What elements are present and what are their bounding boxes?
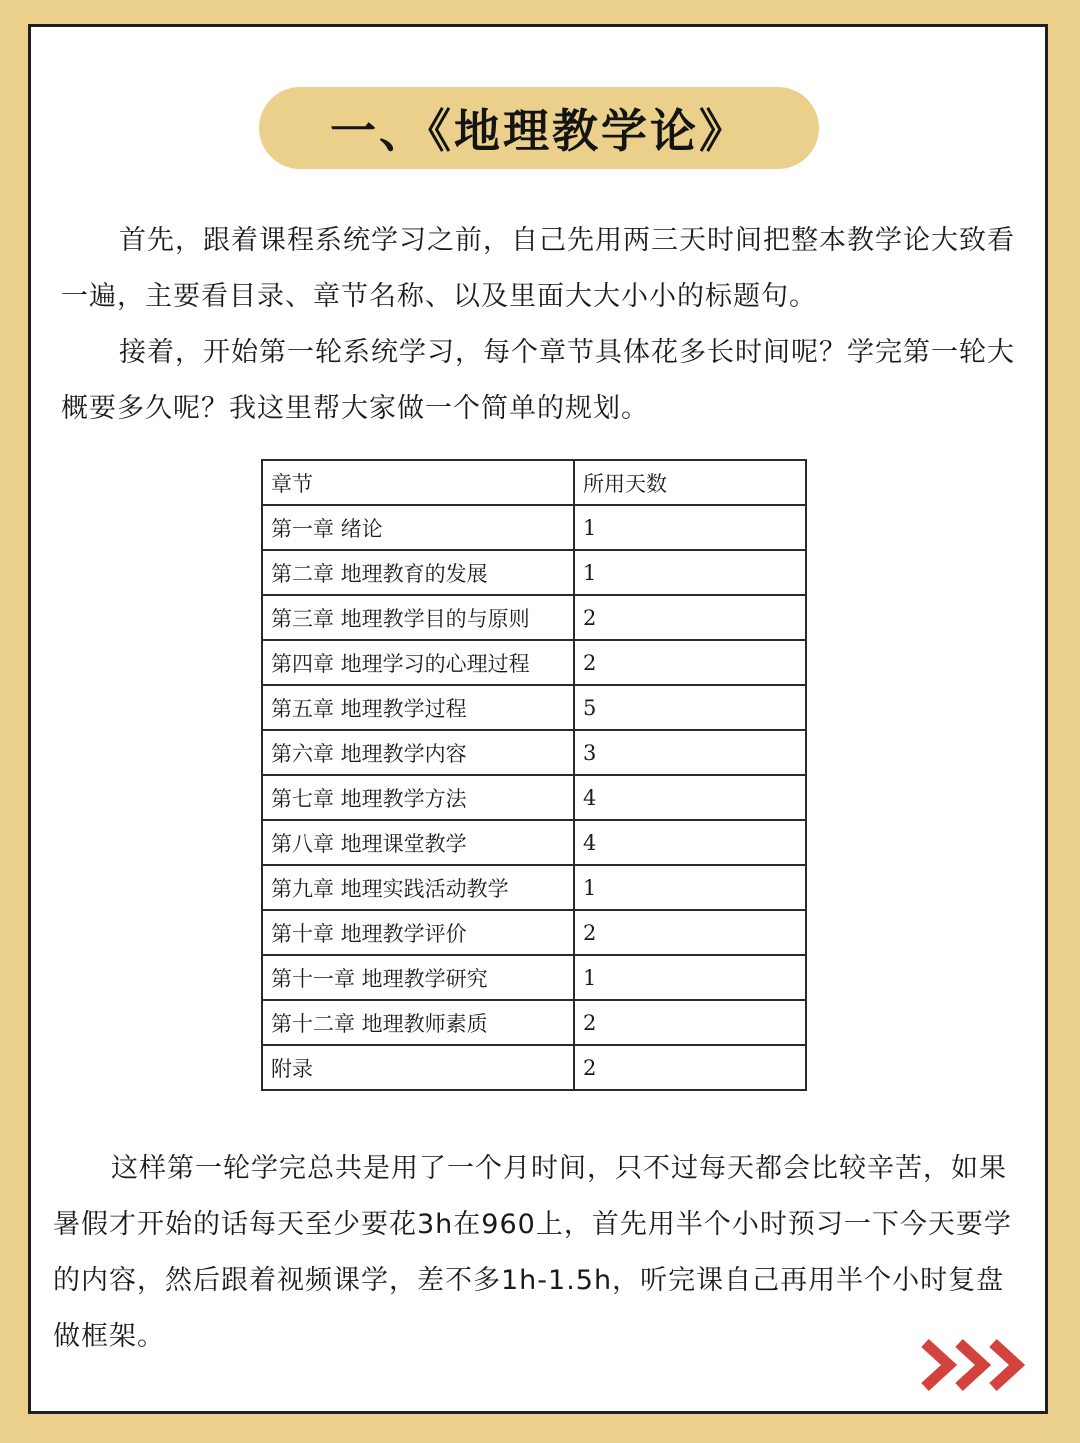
days-cell: 4 <box>574 775 806 820</box>
chapter-cell: 第六章 地理教学内容 <box>262 730 574 775</box>
intro-paragraph-2 <box>61 325 1021 437</box>
days-cell: 1 <box>574 865 806 910</box>
content-card <box>28 24 1048 1414</box>
intro-paragraph-2-text: 接着，开始第一轮系统学习，每个章节具体花多长时间呢？学完第一轮大概要多久呢？我这里帮大家做一个简单的规划。 <box>61 337 1015 424</box>
chapter-cell: 第十一章 地理教学研究 <box>262 955 574 1000</box>
table-row <box>262 955 806 1000</box>
chapter-cell: 第十章 地理教学评价 <box>262 910 574 955</box>
table-row <box>262 685 806 730</box>
days-cell: 2 <box>574 595 806 640</box>
table-row <box>262 550 806 595</box>
table-row <box>262 910 806 955</box>
days-cell: 1 <box>574 955 806 1000</box>
days-cell: 2 <box>574 640 806 685</box>
table-row <box>262 865 806 910</box>
days-cell: 1 <box>574 550 806 595</box>
table-header-row <box>262 460 806 505</box>
table-row <box>262 640 806 685</box>
section-title: 一、《地理教学论》 <box>259 87 819 169</box>
table-row <box>262 505 806 550</box>
chapter-cell: 第十二章 地理教师素质 <box>262 1000 574 1045</box>
header-days: 所用天数 <box>574 460 806 505</box>
table-row <box>262 1000 806 1045</box>
table-row <box>262 820 806 865</box>
chapter-cell: 第七章 地理教学方法 <box>262 775 574 820</box>
days-cell: 3 <box>574 730 806 775</box>
chapter-cell: 第三章 地理教学目的与原则 <box>262 595 574 640</box>
conclusion-paragraph <box>53 1141 1023 1365</box>
chapter-cell: 附录 <box>262 1045 574 1090</box>
study-plan-table <box>261 459 807 1091</box>
table-row <box>262 730 806 775</box>
days-cell: 2 <box>574 910 806 955</box>
conclusion-text: 这样第一轮学完总共是用了一个月时间，只不过每天都会比较辛苦，如果暑假才开始的话每天至少要花3h在960上，首先用半个小时预习一下今天要学的内容，然后跟着视频课学，差不多1h-1.5h，听完课自己再用半个小时复盘做框架。 <box>53 1153 1012 1352</box>
days-cell: 1 <box>574 505 806 550</box>
chapter-cell: 第一章 绪论 <box>262 505 574 550</box>
chapter-cell: 第八章 地理课堂教学 <box>262 820 574 865</box>
table-row <box>262 775 806 820</box>
days-cell: 5 <box>574 685 806 730</box>
chapter-cell: 第五章 地理教学过程 <box>262 685 574 730</box>
intro-paragraph-1 <box>61 213 1021 325</box>
triple-chevron-right-icon <box>919 1335 1029 1395</box>
header-chapter: 章节 <box>262 460 574 505</box>
days-cell: 4 <box>574 820 806 865</box>
table-row <box>262 1045 806 1090</box>
chapter-cell: 第二章 地理教育的发展 <box>262 550 574 595</box>
days-cell: 2 <box>574 1000 806 1045</box>
intro-paragraph-1-text: 首先，跟着课程系统学习之前，自己先用两三天时间把整本教学论大致看一遍，主要看目录、章节名称、以及里面大大小小的标题句。 <box>61 225 1015 312</box>
table-row <box>262 595 806 640</box>
days-cell: 2 <box>574 1045 806 1090</box>
chapter-cell: 第四章 地理学习的心理过程 <box>262 640 574 685</box>
chapter-cell: 第九章 地理实践活动教学 <box>262 865 574 910</box>
